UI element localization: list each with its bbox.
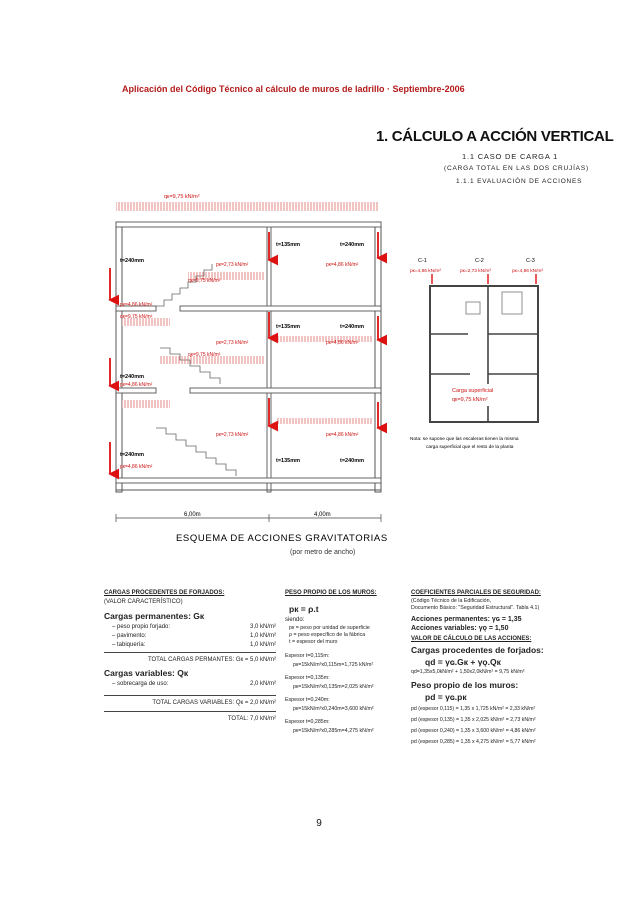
- muro-row: pd (espesor 0,135) = 1,35 x 2,025 kN/m² = 2,73 kN/m²: [411, 717, 536, 723]
- middle-wall: [267, 222, 271, 492]
- section-title: 1. CÁLCULO A ACCIÓN VERTICAL: [376, 128, 614, 145]
- wall-thickness-label: t=240mm: [120, 258, 145, 264]
- plan-load-label: pк=4,86 kN/m²: [410, 269, 442, 274]
- subsection-title: 1.1 CASO DE CARGA 1: [462, 152, 559, 161]
- floor-plan-diagram: [408, 254, 578, 466]
- col2-title: PESO PROPIO DE LOS MUROS:: [285, 590, 377, 596]
- top-distributed-load: [116, 202, 378, 211]
- perm-item: – peso propio forjado: 3,0 kN/m²: [112, 624, 276, 630]
- plan-surface-value: qк=9,75 kN/m²: [452, 397, 488, 403]
- diagram-caption: ESQUEMA DE ACCIONES GRAVITATORIAS: [176, 533, 388, 544]
- col3-ref: Documento Básico: "Seguridad Estructural". Tabla 4.1): [411, 605, 540, 611]
- def-line: ρ = peso específico de la fábrica: [289, 632, 366, 638]
- load-label: pк=4,86 kN/m²: [326, 432, 359, 438]
- plan-load-label: pк=4,86 kN/m²: [512, 269, 544, 274]
- muro-row: pd (espesor 0,285) = 1,35 x 4,275 kN/m² = 5,77 kN/m²: [411, 739, 536, 745]
- plan-load-label: pк=2,73 kN/m²: [460, 269, 492, 274]
- load-label: qк=9,75 kN/m²: [188, 352, 221, 358]
- thickness-case-label: Espesor t=0,115m:: [285, 653, 330, 659]
- forj-heading: Cargas procedentes de forjados:: [411, 645, 544, 655]
- page-number: 9: [316, 818, 322, 829]
- wall-thickness-label: t=240mm: [120, 452, 145, 458]
- col3-title: COEFICIENTES PARCIALES DE SEGURIDAD:: [411, 590, 541, 596]
- floor-slab-3: [180, 306, 381, 311]
- dimension-left: 6,00m: [184, 512, 201, 518]
- wall-formula: pк = ρ.t: [289, 604, 319, 614]
- load-label: pк=2,73 kN/m²: [216, 262, 249, 268]
- load-label: pк=2,73 kN/m²: [216, 340, 249, 346]
- var-heading: Cargas variables: Qк: [104, 668, 189, 678]
- plan-c1-label: C-1: [418, 258, 427, 264]
- col1-subtitle: (VALOR CARACTERÍSTICO): [104, 599, 183, 605]
- perm-total: TOTAL CARGAS PERMANTES: Gк = 5,0 kN/m²: [147, 657, 276, 663]
- loads-total: TOTAL: 7,0 kN/m²: [227, 716, 276, 722]
- load-label: pк=4,86 kN/m²: [326, 262, 359, 268]
- diagram-caption-sub: (por metro de ancho): [290, 549, 356, 556]
- landing-slab-2: [116, 388, 156, 393]
- load-label: pк=2,73 kN/m²: [216, 432, 249, 438]
- load-right-low: [276, 418, 372, 424]
- load-label: qк=9,75 kN/m²: [120, 314, 153, 320]
- wall-thickness-label: t=240mm: [120, 374, 145, 380]
- subsection-note: (CARGA TOTAL EN LAS DOS CRUJÍAS): [444, 165, 589, 172]
- muro-row: pd (espesor 0,240) = 1,35 x 3,600 kN/m² = 4,86 kN/m²: [411, 728, 536, 734]
- thickness-case-calc: pк=15kN/m³x0,285m=4,275 kN/m²: [293, 728, 374, 734]
- plan-c3-label: C-3: [526, 258, 535, 264]
- muro-formula: pd = γɢ.pк: [425, 692, 467, 702]
- forj-calc: qd=1,35x5,0kN/m² + 1,50x2,0kN/m² = 9,75 kN/m²: [411, 669, 525, 675]
- calc-title: VALOR DE CÁLCULO DE LAS ACCIONES:: [411, 636, 532, 642]
- var-coefficient: Acciones variables: γǫ = 1,50: [411, 625, 509, 632]
- def-line: t = espesor del muro: [289, 639, 338, 645]
- forj-formula: qd = γɢ.Gк + γǫ.Qк: [425, 657, 501, 667]
- wall-thickness-label: t=240mm: [340, 324, 365, 330]
- col3-ref: (Código Técnico de la Edificación,: [411, 598, 491, 604]
- plan-c2-label: C-2: [475, 258, 484, 264]
- var-item: – sobrecarga de uso: 2,0 kN/m²: [112, 681, 276, 687]
- thickness-case-label: Espesor t=0,135m:: [285, 675, 330, 681]
- col1-title: CARGAS PROCEDENTES DE FORJADOS:: [104, 590, 225, 596]
- floor-slab-2: [190, 388, 381, 393]
- page-header: Aplicación del Código Técnico al cálculo de muros de ladrillo · Septiembre-2006: [122, 84, 465, 94]
- perm-item: – tabiquería: 1,0 kN/m²: [112, 642, 276, 648]
- right-outer-wall: [375, 222, 381, 492]
- perm-coefficient: Acciones permanentes: γɢ = 1,35: [411, 616, 522, 623]
- thickness-case-label: Espesor t=0,285m:: [285, 719, 330, 725]
- thickness-case-calc: pк=15kN/m³x0,115m=1,725 kN/m²: [293, 662, 374, 668]
- ground-slab: [116, 478, 381, 483]
- load-landing-lower: [122, 400, 170, 408]
- def-line: pк = peso por unidad de superficie: [289, 625, 370, 631]
- load-label: pк=4,86 kN/m²: [326, 340, 359, 346]
- thickness-case-calc: pк=15kN/m³x0,135m=2,025 kN/m²: [293, 684, 374, 690]
- load-top-label: qк=9,75 kN/m²: [164, 194, 200, 200]
- column-wall-weight: [285, 590, 403, 736]
- perm-item: – pavimento: 1,0 kN/m²: [112, 633, 276, 639]
- plan-note-2: carga superficial que el resto de la planta: [426, 445, 514, 450]
- wall-thickness-label: t=240mm: [340, 458, 365, 464]
- wall-thickness-label: t=135mm: [276, 458, 301, 464]
- load-label: pк=4,86 kN/m²: [120, 302, 153, 308]
- plan-note: Nota: se supone que las escaleras tienen la misma: [410, 437, 519, 442]
- wall-thickness-label: t=135mm: [276, 324, 301, 330]
- muro-heading: Peso propio de los muros:: [411, 680, 519, 690]
- stair-flight-upper: [156, 264, 212, 306]
- plan-surface-label: Carga superficial: [452, 388, 494, 394]
- var-total: TOTAL CARGAS VARIABLES: Qк = 2,0 kN/m²: [152, 700, 276, 706]
- perm-heading: Cargas permanentes: Gк: [104, 611, 205, 621]
- load-label: pк=4,86 kN/m²: [120, 382, 153, 388]
- load-label: pк=4,86 kN/m²: [120, 464, 153, 470]
- gravitational-scheme-diagram: [100, 188, 400, 564]
- roof-slab: [116, 222, 381, 227]
- thickness-case-label: Espesor t=0,240m:: [285, 697, 330, 703]
- wall-thickness-label: t=240mm: [340, 242, 365, 248]
- column-floor-loads: [104, 590, 276, 724]
- column-safety-coefficients: [411, 590, 591, 748]
- siendo-label: siendo:: [285, 617, 305, 623]
- dimension-right: 4,00m: [314, 512, 331, 518]
- thickness-case-calc: pк=15kN/m³x0,240m=3,600 kN/m²: [293, 706, 374, 712]
- muro-row: pd (espesor 0,115) = 1,35 x 1,725 kN/m² = 2,33 kN/m²: [411, 706, 536, 712]
- wall-thickness-label: t=135mm: [276, 242, 301, 248]
- subsubsection-title: 1.1.1 EVALUACIÓN DE ACCIONES: [456, 178, 583, 185]
- load-label: qк=9,75 kN/m²: [188, 278, 221, 284]
